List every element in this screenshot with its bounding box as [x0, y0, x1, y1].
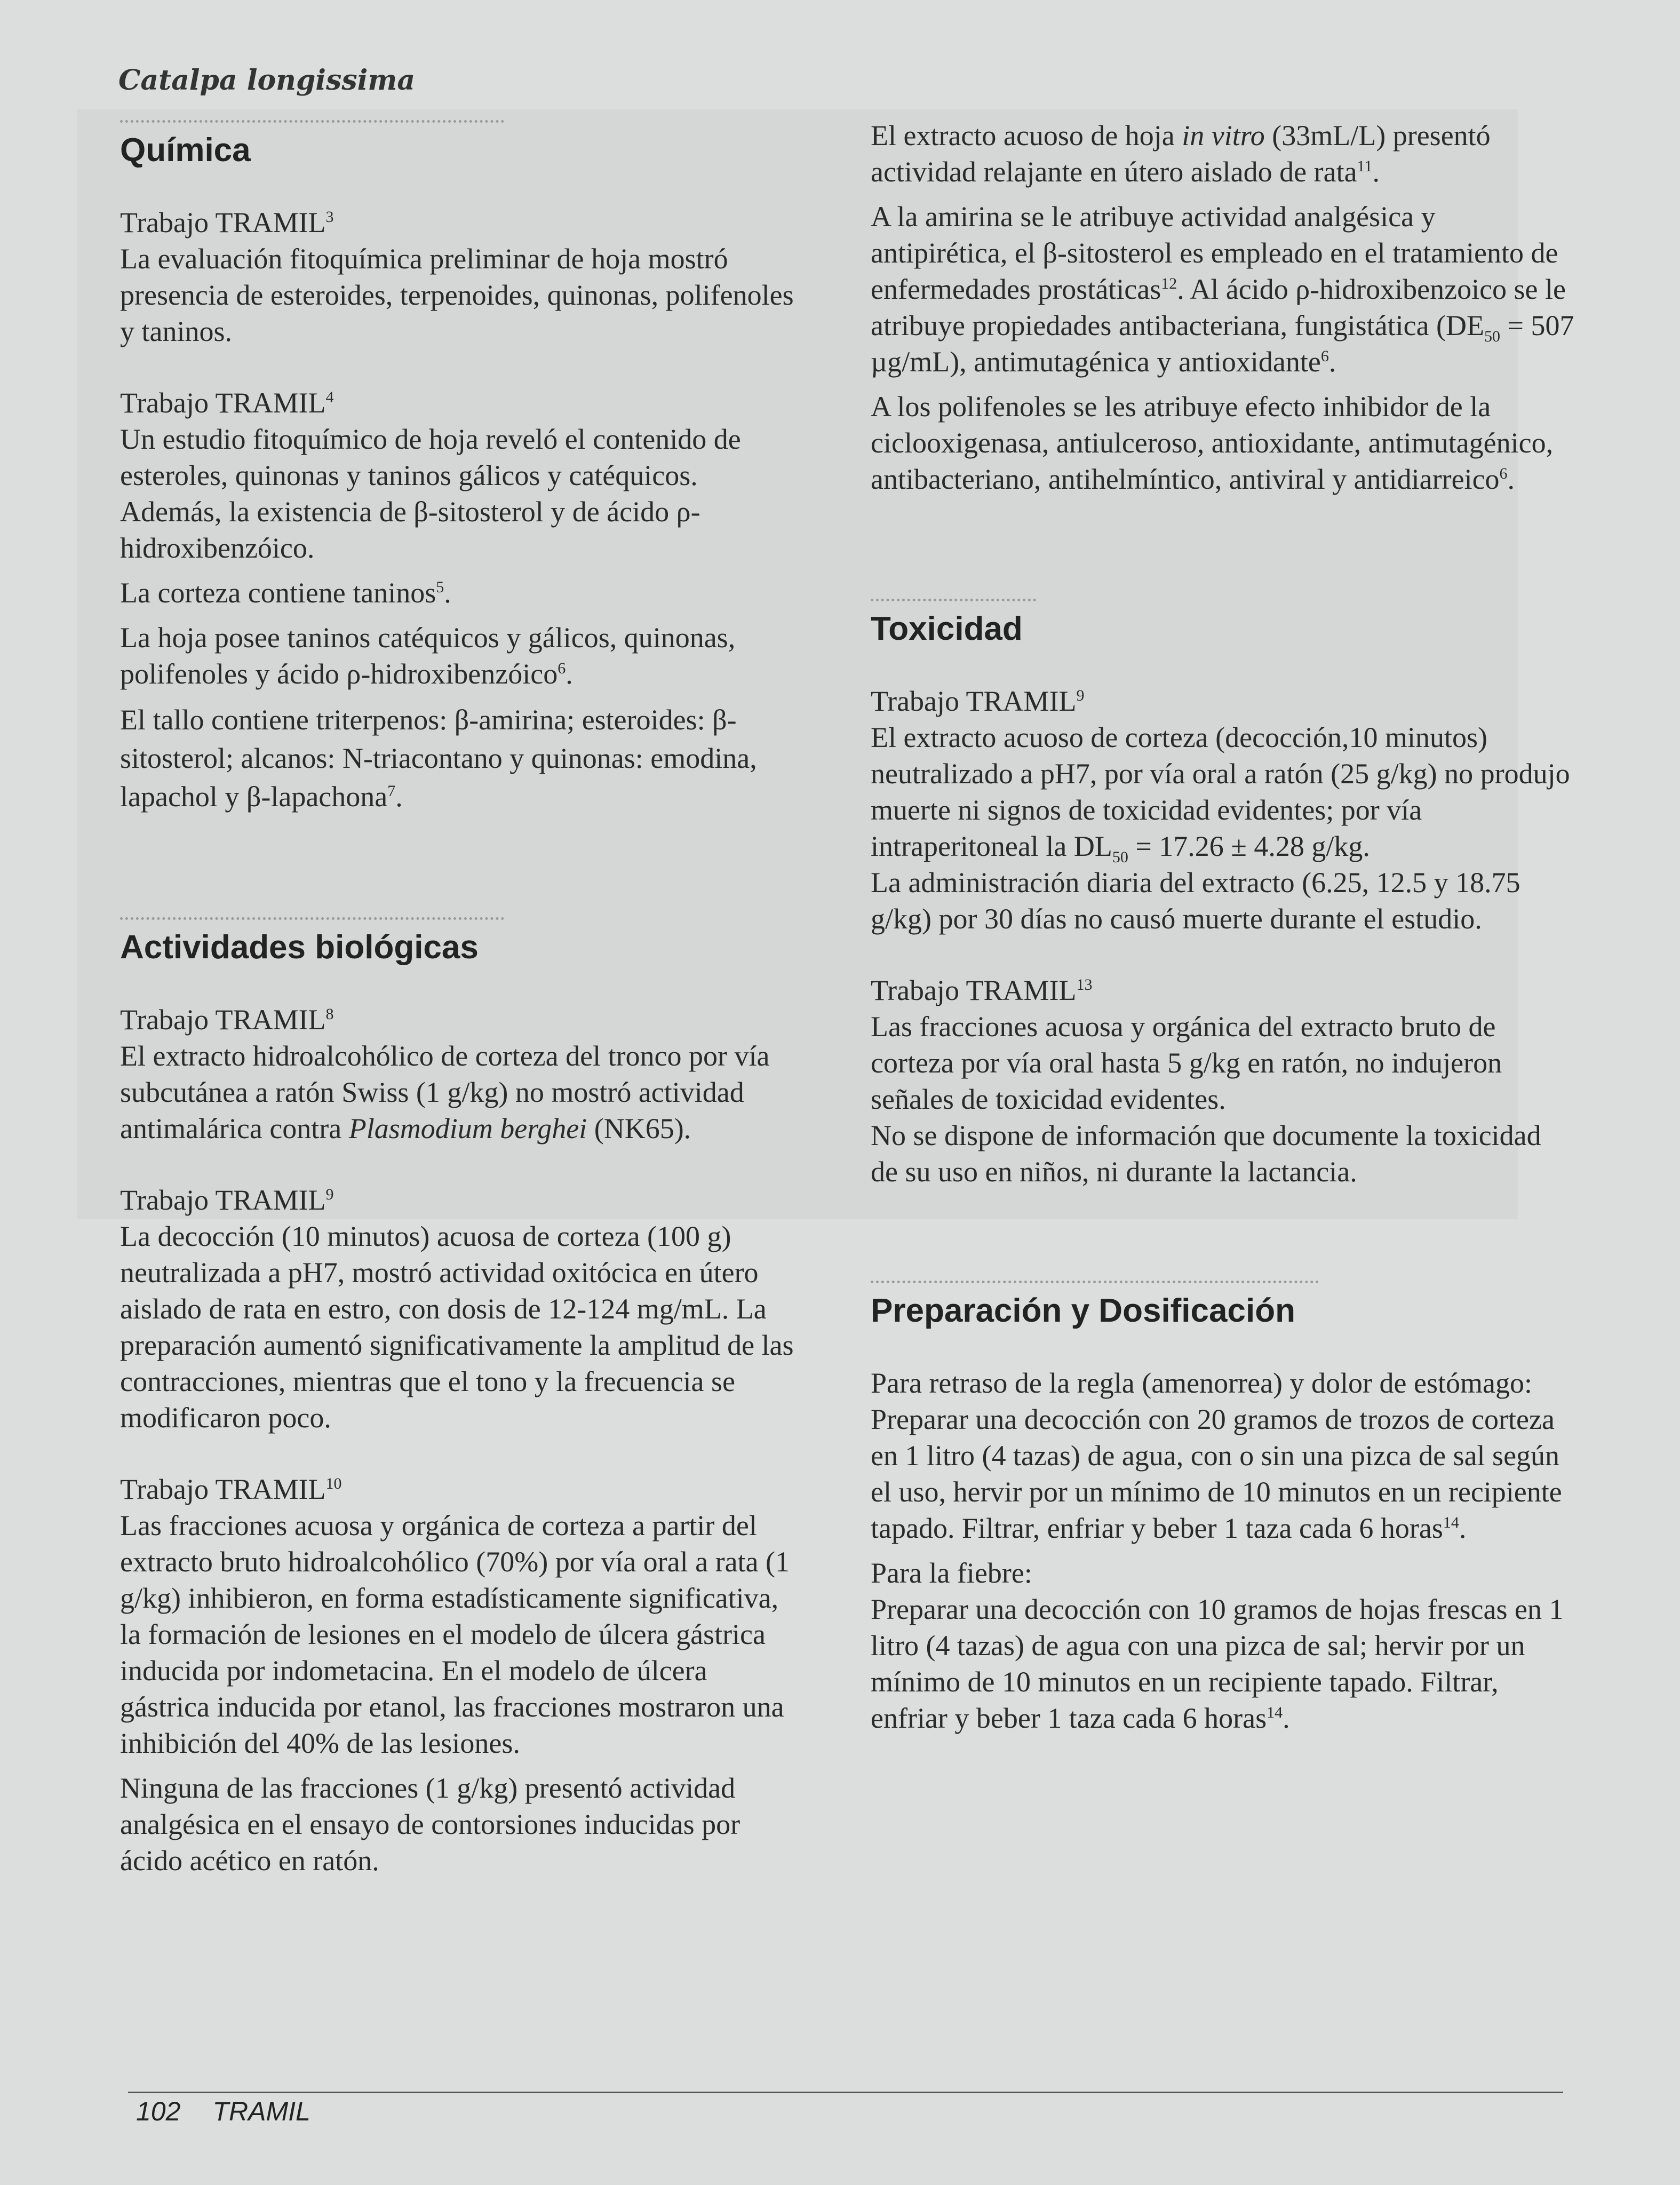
paragraph: Preparar una decocción con 10 gramos de hojas frescas en 1 litro (4 tazas) de agua con una pizca de sal; hervir por un mínimo de 10 minutos en un recipiente tapado. Filtrar, enfriar y beber 1 taza cada 6 horas$^{14}$. — [871, 1593, 1564, 1734]
paragraph: Para retraso de la regla (amenorrea) y dolor de estómago: — [871, 1367, 1532, 1399]
page-number: 102 — [136, 2096, 181, 2126]
heading-actividades: Actividades biológicas — [120, 917, 504, 966]
heading-toxicidad: Toxicidad — [871, 599, 1036, 648]
trabajo-title: Trabajo TRAMIL$^9$ — [871, 685, 1085, 717]
paragraph: El extracto acuoso de hoja in vitro (33mL/L) presentó actividad relajante en útero aislado de rata$^{11}$. — [871, 120, 1491, 188]
paragraph: A los polifenoles se les atribuye efecto inhibidor de la ciclooxigenasa, antiulceroso, antioxidante, antimutagénico, antibacteriano, antihelmíntico, antiviral y antidiarreico$^6$. — [871, 391, 1554, 495]
paragraph: La corteza contiene taninos$^5$. — [120, 577, 451, 609]
trabajo-title: Trabajo TRAMIL$^9$ — [120, 1184, 334, 1216]
page-footer — [136, 2096, 343, 2127]
trabajo-title: Trabajo TRAMIL$^3$ — [120, 206, 334, 239]
footer-label: TRAMIL — [212, 2096, 310, 2126]
right-column — [871, 117, 1575, 1736]
paragraph: El extracto hidroalcohólico de corteza del tronco por vía subcutánea a ratón Swiss (1 g/kg) no mostró actividad antimalárica contra Plasmodium berghei (NK65). — [120, 1040, 770, 1145]
trabajo-title: Trabajo TRAMIL$^4$ — [120, 387, 334, 419]
paragraph: Ninguna de las fracciones (1 g/kg) presentó actividad analgésica en el ensayo de contorsiones inducidas por ácido acético en ratón. — [120, 1772, 741, 1877]
left-column — [120, 120, 803, 1879]
paragraph: Preparar una decocción con 20 gramos de trozos de corteza en 1 litro (4 tazas) de agua, con o sin una pizca de sal según el uso, hervir por un mínimo de 10 minutos en un recipiente tapado. Filtrar, enfriar y beber 1 taza cada 6 horas$^{14}$. — [871, 1403, 1562, 1544]
paragraph: Para la fiebre: — [871, 1557, 1032, 1589]
paragraph: Las fracciones acuosa y orgánica de corteza a partir del extracto bruto hidroalcohólico (70%) por vía oral a rata (1 g/kg) inhibieron, en forma estadísticamente significativa, la formación de lesiones en el modelo de úlcera gástrica inducida por indometacina. En el modelo de úlcera gástrica inducida por etanol, las fracciones mostraron una inhibición del 40% de las lesiones. — [120, 1509, 790, 1759]
trabajo-title: Trabajo TRAMIL$^{13}$ — [871, 974, 1093, 1006]
footer-rule — [128, 2092, 1563, 2093]
paragraph: Las fracciones acuosa y orgánica del extracto bruto de corteza por vía oral hasta 5 g/kg en ratón, no indujeron señales de toxicidad evidentes. — [871, 1011, 1502, 1115]
paragraph: A la amirina se le atribuye actividad analgésica y antipirética, el β-sitosterol es empleado en el tratamiento de enfermedades prostáticas$^{12}$. Al ácido ρ-hidroxibenzoico se le atribuye propiedades antibacteriana, fungistática ($DE_{50} = 507$ µg/mL), antimutagénica y antioxidante$^6$. — [871, 201, 1574, 378]
trabajo-title: Trabajo TRAMIL$^8$ — [120, 1004, 334, 1036]
paragraph: La administración diaria del extracto (6.25, 12.5 y 18.75 g/kg) por 30 días no causó muerte durante el estudio. — [871, 867, 1520, 935]
paragraph: Un estudio fitoquímico de hoja reveló el contenido de esteroles, quinonas y taninos gálicos y catéquicos. Además, la existencia de β-sitosterol y de ácido ρ-hidroxibenzóico. — [120, 423, 741, 564]
paragraph: La hoja posee taninos catéquicos y gálicos, quinonas, polifenoles y ácido ρ-hidroxibenzóico$^6$. — [120, 622, 736, 690]
paragraph: El extracto acuoso de corteza (decocción,10 minutos) neutralizado a pH7, por vía oral a ratón (25 g/kg) no produjo muerte ni signos de toxicidad evidentes; por vía intraperitoneal la $DL_{50} = 17.26 \pm 4.28$ g/kg. — [871, 721, 1570, 866]
paragraph: El tallo contiene triterpenos: β-amirina; esteroides: β-sitosterol; alcanos: N-triacontano y quinonas: emodina, lapachol y β-lapachona$^7$. — [120, 704, 757, 813]
running-head: Catalpa longissima — [118, 64, 416, 97]
heading-preparacion: Preparación y Dosificación — [871, 1281, 1319, 1330]
heading-quimica: Química — [120, 120, 504, 169]
paragraph: No se dispone de información que documente la toxicidad de su uso en niños, ni durante la lactancia. — [871, 1119, 1541, 1188]
paragraph: La evaluación fitoquímica preliminar de hoja mostró presencia de esteroides, terpenoides, quinonas, polifenoles y taninos. — [120, 243, 794, 347]
paragraph: La decocción (10 minutos) acuosa de corteza (100 g) neutralizada a pH7, mostró actividad oxitócica en útero aislado de rata en estro, con dosis de 12-124 mg/mL. La preparación aumentó significativamente la amplitud de las contracciones, mientras que el tono y la frecuencia se modificaron poco. — [120, 1220, 794, 1434]
trabajo-title: Trabajo TRAMIL$^{10}$ — [120, 1473, 342, 1505]
